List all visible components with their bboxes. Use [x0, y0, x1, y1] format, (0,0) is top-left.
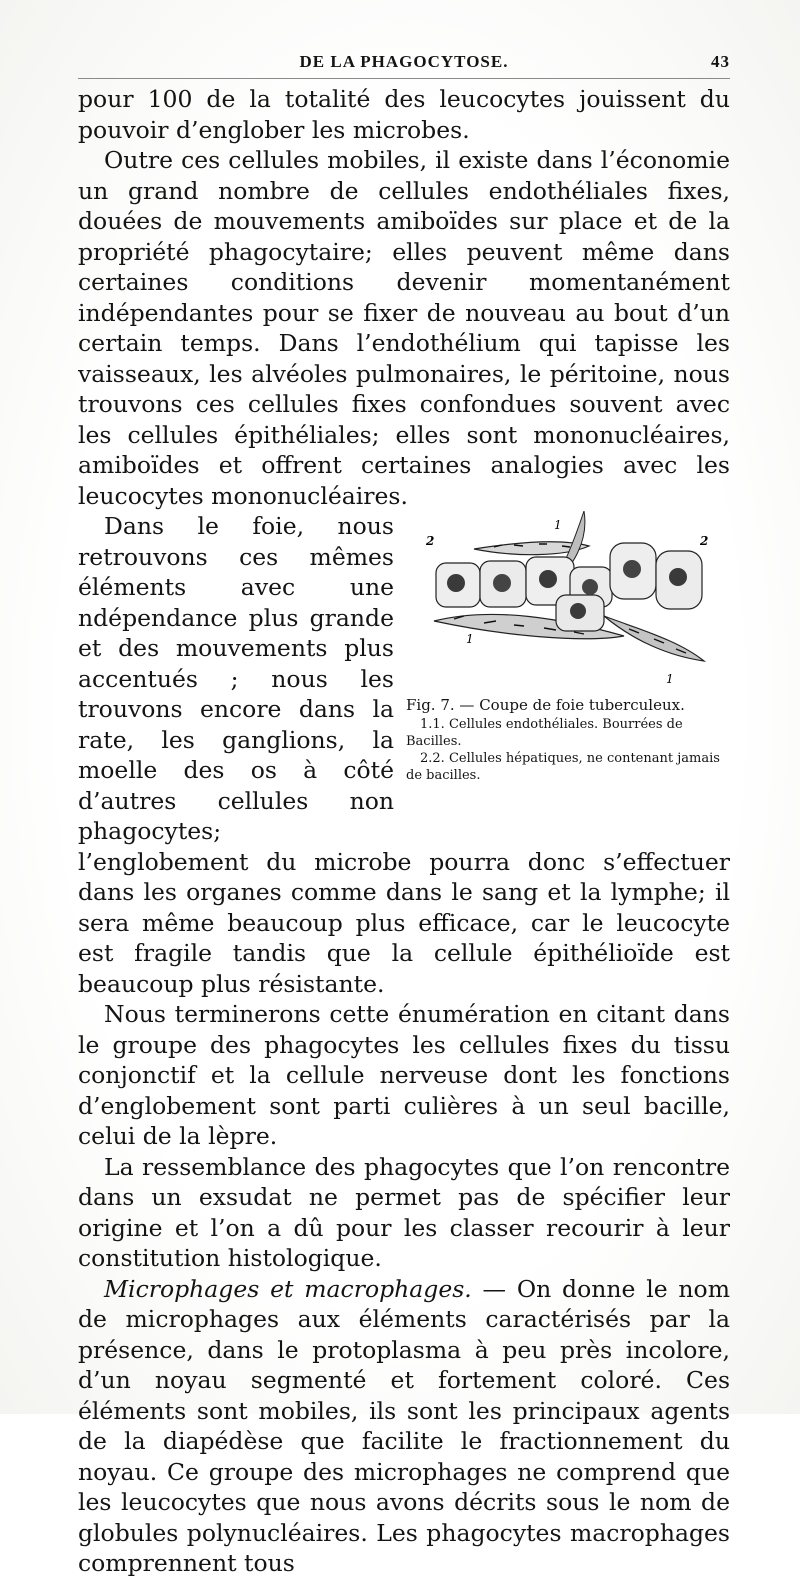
paragraph-6	[78, 1274, 730, 1579]
figure-title: Fig. 7. — Coupe de foie tuberculeux.	[406, 696, 685, 714]
fig-label-1-left: 1	[466, 632, 474, 646]
figure-caption	[406, 697, 730, 784]
running-title: DE LA PHAGOCYTOSE.	[299, 52, 509, 71]
fig-label-2-left: 2	[426, 534, 435, 548]
header-rule	[78, 78, 730, 79]
fig-label-2-right: 2	[700, 534, 709, 548]
page-number: 43	[711, 52, 730, 71]
paragraph-2: Outre ces cellules mobiles, il existe dans l’économie un grand nombre de cellules endothéliales fixes, douées de mouvements amiboïdes sur place et de la propriété phagocytaire; elles peuvent même dans certaines conditions devenir momentanément indépendantes pour se fixer de nouveau au bout d’un certain temps. Dans l’endothélium qui tapisse les vaisseaux, les alvéoles pulmonaires, le péritoine, nous trouvons ces cellules fixes confondues souvent avec les cellules épithéliales; elles sont mononucléaires, amiboïdes et offrent certaines analogies avec les leucocytes mononucléaires.	[78, 146, 730, 510]
paragraph-3: Dans le foie, nous retrouvons ces mêmes éléments avec une ndépendance plus grande et des mouvements plus accentués ; nous les trouvons encore dans la rate, les ganglions, la moelle des os à côté d’autres cellules non phagocytes; l’englobement du microbe pourra donc s’effectuer dans les organes comme dans le sang et la lymphe; il sera même beaucoup plus efficace, car le leucocyte est fragile tandis que la cellule épithélioïde est beaucoup plus résistante.	[78, 512, 730, 998]
paragraph-5: La ressemblance des phagocytes que l’on rencontre dans un exsudat ne permet pas de spécifier leur origine et l’on a dû pour les classer recourir à leur constitution histologique.	[78, 1152, 730, 1272]
fig-label-1-bottom: 1	[666, 672, 674, 686]
figure-7	[406, 511, 730, 811]
figure-legend-1: 1.1. Cellules endothéliales. Bourrées de Bacilles.	[406, 717, 683, 749]
section-heading-microphages: Microphages et macrophages.	[104, 1274, 472, 1303]
figure-legend-2: 2.2. Cellules hépatiques, ne contenant jamais de bacilles.	[406, 751, 720, 783]
fig-label-1-top: 1	[554, 518, 562, 532]
liver-section-illustration	[414, 511, 724, 691]
paragraph-6-text: — On donne le nom de microphages aux éléments caractérisés par la présence, dans le protoplasma à peu près incolore, d’un noyau segmenté et fortement coloré. Ces éléments sont mobiles, ils sont les principaux agents de la diapédèse que facilite le fractionnement du noyau. Ce groupe des microphages ne comprend que les leucocytes que nous avons décrits sous le nom de globules polynucléaires. Les phagocytes macrophages comprennent tous	[78, 1274, 730, 1577]
paragraph-4: Nous terminerons cette énumération en citant dans le groupe des phagocytes les cellules fixes du tissu conjonctif et la cellule nerveuse dont les fonctions d’englobement sont parti culières à un seul bacille, celui de la lèpre.	[78, 1000, 730, 1150]
body-text	[78, 84, 730, 1579]
paragraph-1: pour 100 de la totalité des leucocytes jouissent du pouvoir d’englober les microbes.	[78, 85, 730, 144]
running-head	[78, 52, 730, 76]
